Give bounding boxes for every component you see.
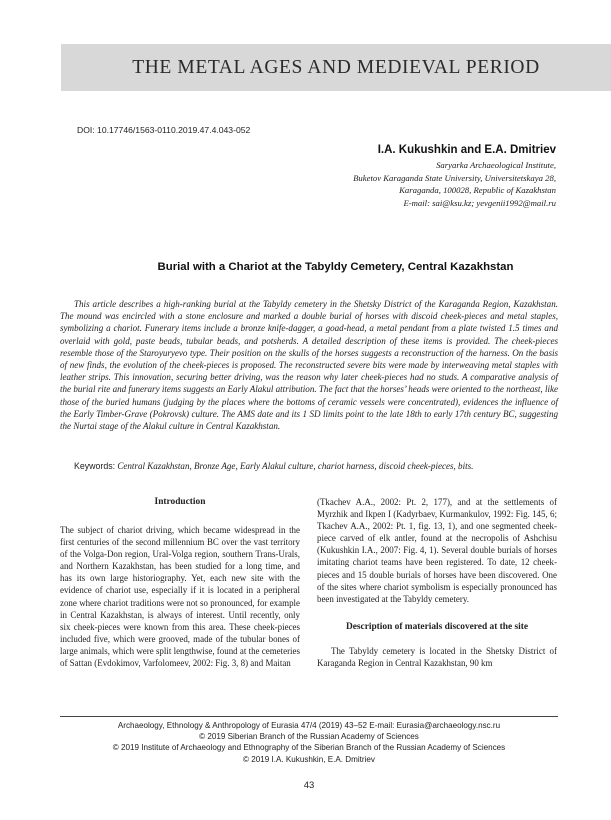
footer-copyright: © 2019 Siberian Branch of the Russian Academy of Sciences xyxy=(199,732,419,742)
body-paragraph: The Tabyldy cemetery is located in the Shetsky District of Karaganda Region in Central Kazakhstan, 90 km xyxy=(317,645,557,668)
introduction-heading: Introduction xyxy=(154,497,206,507)
article-title: Burial with a Chariot at the Tabyldy Cemetery, Central Kazakhstan xyxy=(157,261,514,273)
keywords-text: Central Kazakhstan, Bronze Age, Early Alakul culture, chariot harness, discoid cheek-pieces, bits. xyxy=(117,461,474,471)
section-header: THE METAL AGES AND MEDIEVAL PERIOD xyxy=(132,56,540,78)
right-column xyxy=(317,496,557,669)
authors: I.A. Kukushkin and E.A. Dmitriev xyxy=(377,144,556,156)
footer-copyright: © 2019 Institute of Archaeology and Ethnography of the Siberian Branch of the Russian Academy of Sciences xyxy=(112,743,506,753)
section-banner xyxy=(61,44,611,91)
left-column xyxy=(60,496,300,669)
affiliation-line: Saryarka Archaeological Institute, xyxy=(436,160,556,170)
footer-divider xyxy=(60,716,558,717)
affiliation-line: Buketov Karaganda State University, Universitetskaya 28, xyxy=(353,172,556,183)
footer-journal-line: Archaeology, Ethnology & Anthropology of Eurasia 47/4 (2019) 43–52 E-mail: Eurasia@archaeology.nsc.ru xyxy=(117,721,501,730)
keywords xyxy=(60,460,558,472)
affiliation-email: E-mail: sai@ksu.kz; yevgenii1992@mail.ru xyxy=(403,197,556,208)
affiliation xyxy=(216,159,556,209)
affiliation-line: Karaganda, 100028, Republic of Kazakhstan xyxy=(399,185,556,196)
keywords-label: Keywords: xyxy=(74,461,116,471)
footer-copyright: © 2019 I.A. Kukushkin, E.A. Dmitriev xyxy=(243,754,375,764)
footer xyxy=(60,720,558,765)
page-number: 43 xyxy=(303,780,315,791)
introduction-paragraph: The subject of chariot driving, which became widespread in the first centuries of the second millennium BC over the vast territory of the Volga-Don region, Ural-Volga region, southern Trans-Urals, and Northern Kazakhstan, has been studied for a long time, and has its own large historiography. Yet, each new site with the evidence of chariot use, especially if it is located in a peripheral zone where chariot traditions were not so pronounced, for example in Central Kazakhstan, is always of interest. Until recently, only six cheek-pieces were known from this area. These cheek-pieces included five, which were grooved, made of the tubular bones of large animals, which were split lengthwise, found at the cemeteries of Sattan (Evdokimov, Varfolomeev, 2002: Fig. 3, 8) and Maitan xyxy=(60,525,300,669)
doi: DOI: 10.17746/1563-0110.2019.47.4.043-052 xyxy=(77,125,251,135)
materials-heading: Description of materials discovered at the site xyxy=(345,621,529,632)
body-paragraph: (Tkachev A.A., 2002: Pt. 2, 177), and at the settlements of Myrzhik and Ikpen I (Kadyrbaev, Kurmankulov, 1992: Fig. 145, 6; Tkachev A.A., 2002: Pt. 1, fig. 13, 1), and one segmented cheek-piece carved of elk antler, found at the necropolis of Ashchisu (Kukushkin I.A., 2007: Fig. 4, 1). Several double burials of horses imitating chariot teams have been registered. To date, 12 cheek-pieces and 15 double burials of horses have been discovered. One of the sites where chariot symbolism is especially pronounced has been investigated at the Tabyldy cemetery. xyxy=(317,497,557,604)
abstract: This article describes a high-ranking burial at the Tabyldy cemetery in the Shetsky District of the Karaganda Region, Kazakhstan. The mound was encircled with a stone enclosure and marked a double burial of horses with discoid cheek-pieces and metal staples, symbolizing a chariot. Funerary items include a bronze knife-dagger, a goad-head, a metal pendant from a plate twisted 1.5 times and overlaid with gold, paste beads, tubular beads, and potsherds. A detailed description of these items is provided. The cheek-pieces resemble those of the Staroyuryevo type. Their position on the skulls of the horses suggests a reconstruction of the harness. On the basis of new finds, the evolution of the cheek-pieces is proposed. The reconstructed severe bits were made by interweaving metal staples with leather strips. This innovation, securing better driving, was the reason why later cheek-pieces had no studs. A comparative analysis of the burial rite and funerary items suggests an Early Alakul attribution. The fact that the horses’ heads were oriented to the northeast, like those of the buried humans (judging by the places where the bottoms of ceramic vessels were concentrated), evidences the influence of the Early Timber-Grave (Pokrovsk) culture. The AMS date and its 1 SD limits point to the late 18th to early 17th century BC, suggesting the Nurtai stage of the Alakul culture in Central Kazakhstan. xyxy=(60,299,558,432)
